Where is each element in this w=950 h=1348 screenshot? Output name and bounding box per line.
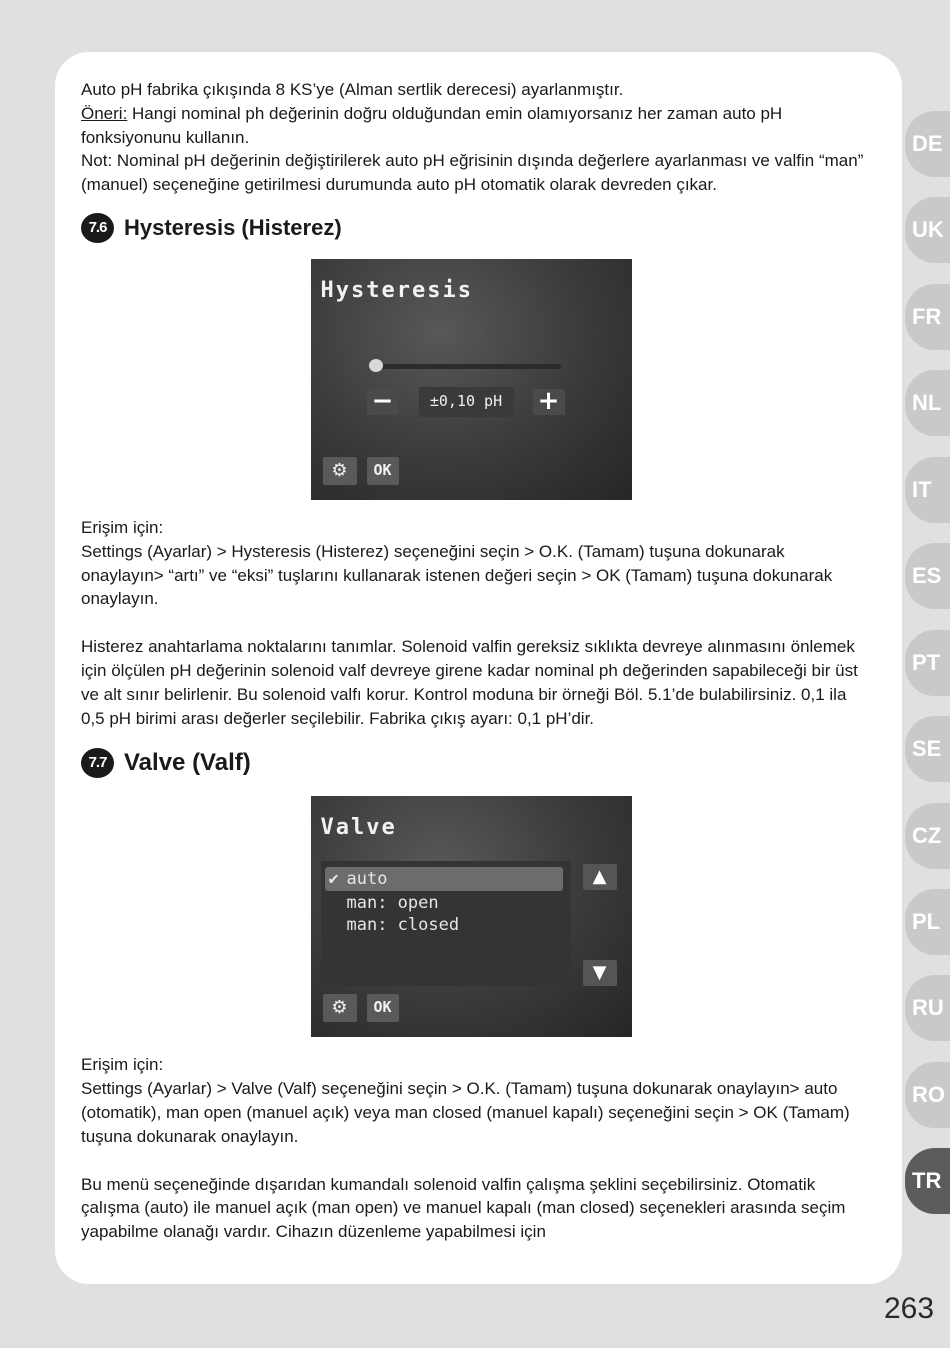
tab-tr[interactable]: TR	[905, 1148, 950, 1214]
intro-line: Auto pH fabrika çıkışında 8 KS’ye (Alman sertlik derecesi) ayarlanmıştır.	[81, 80, 624, 99]
list-item-label: man: closed	[346, 915, 460, 936]
ok-button[interactable]: OK	[367, 994, 399, 1022]
section-title: Valve (Valf)	[124, 749, 251, 777]
list-item[interactable]	[325, 891, 563, 915]
valve-screen-image	[311, 796, 632, 1037]
settings-button[interactable]	[323, 457, 357, 485]
valve-options-list	[321, 861, 571, 986]
screen-title: Valve	[320, 815, 397, 841]
scroll-down-button[interactable]: ▼	[583, 960, 617, 986]
tab-uk[interactable]: UK	[905, 197, 950, 263]
recommendation	[81, 102, 871, 150]
tab-nl[interactable]: NL	[905, 370, 950, 436]
valve-description: Bu menü seçeneğinde dışarıdan kumandalı solenoid valfin çalışma şeklini seçebilirsiniz. Otomatik çalışma (auto) ile manuel açık (man open) ve manuel kapalı (man closed) seçenekleri arasında seçim yapabilme olanağı vardır. Cihazın düzenleme yapabilmesi için	[81, 1174, 846, 1242]
list-item[interactable]	[325, 867, 563, 891]
tab-ro[interactable]: RO	[905, 1062, 950, 1128]
tab-ru[interactable]: RU	[905, 975, 950, 1041]
hysteresis-description: Histerez anahtarlama noktalarını tanımlar. Solenoid valfin gereksiz sıklıkta devreye alınmasını önlemek için ölçülen pH değerinin solenoid valf devreye girene kadar nominal ph değerinden sapabileceği bir üst ve alt sınır belirlenir. Bu solenoid valfı korur. Kontrol moduna bir örneği Böl. 5.1’de bulabilirsiniz. 0,1 ila 0,5 pH birimi arası değerler seçilebilir. Fabrika çıkış ayarı: 0,1 pH’dir.	[81, 637, 858, 728]
scroll-up-button[interactable]: ▲	[583, 864, 617, 890]
tab-es[interactable]: ES	[905, 543, 950, 609]
slider-knob[interactable]	[369, 359, 383, 372]
list-item-label: auto	[346, 869, 388, 890]
tab-pl[interactable]: PL	[905, 889, 950, 955]
recommendation-text: Hangi nominal ph değerinin doğru olduğundan emin olamıyorsanız her zaman auto pH fonksiyonunu kullanın.	[81, 103, 783, 147]
minus-button[interactable]: −	[367, 389, 399, 415]
plus-button[interactable]: +	[533, 389, 565, 415]
ok-button[interactable]: OK	[367, 457, 399, 485]
note-text: Not: Nominal pH değerinin değiştirilerek auto pH eğrisinin dışında değerlere ayarlanması ve valfin “man” (manuel) seçeneğine getirilmesi durumunda auto pH otomatik olarak devreden çıkar.	[81, 151, 864, 195]
screen-title: Hysteresis	[320, 277, 473, 303]
tab-pt[interactable]: PT	[905, 630, 950, 696]
gear-icon: ⚙	[331, 460, 348, 482]
gear-icon: ⚙	[331, 997, 348, 1019]
settings-button[interactable]	[323, 994, 357, 1022]
hysteresis-slider[interactable]	[369, 364, 561, 369]
tab-de[interactable]: DE	[905, 111, 950, 177]
access-instructions: Settings (Ayarlar) > Hysteresis (Histerez) seçeneğini seçin > O.K. (Tamam) tuşuna dokunarak onaylayın> “artı” ve “eksi” tuşlarını kullanarak istenen değeri seçin > OK (Tamam) tuşuna dokunarak onaylayın.	[81, 541, 833, 609]
access-label: Erişim için:	[81, 1055, 164, 1075]
section-title: Hysteresis (Histerez)	[124, 215, 342, 241]
main-content	[81, 78, 871, 1244]
access-label: Erişim için:	[81, 517, 164, 537]
section-number-badge: 7.6	[81, 213, 114, 243]
list-item-label: man: open	[346, 893, 439, 914]
check-icon: ✔	[328, 869, 339, 890]
list-item[interactable]	[325, 913, 563, 937]
section-number-badge: 7.7	[81, 748, 114, 778]
section-heading-valve	[81, 748, 871, 778]
tab-se[interactable]: SE	[905, 716, 950, 782]
tab-it[interactable]: IT	[905, 457, 950, 523]
page-number: 263	[884, 1292, 935, 1325]
tab-fr[interactable]: FR	[905, 284, 950, 350]
recommendation-label: Öneri:	[81, 103, 128, 123]
hysteresis-value: ±0,10 pH	[419, 387, 514, 417]
access-instructions: Settings (Ayarlar) > Valve (Valf) seçeneğini seçin > O.K. (Tamam) tuşuna dokunarak onaylayın> auto (otomatik), man open (manuel açık) veya man closed (manuel kapalı) seçeneğini seçin > OK (Tamam) tuşuna dokunarak onaylayın.	[81, 1079, 850, 1146]
hysteresis-screen-image	[311, 259, 632, 500]
section-heading-hysteresis	[81, 213, 871, 243]
tab-cz[interactable]: CZ	[905, 803, 950, 869]
